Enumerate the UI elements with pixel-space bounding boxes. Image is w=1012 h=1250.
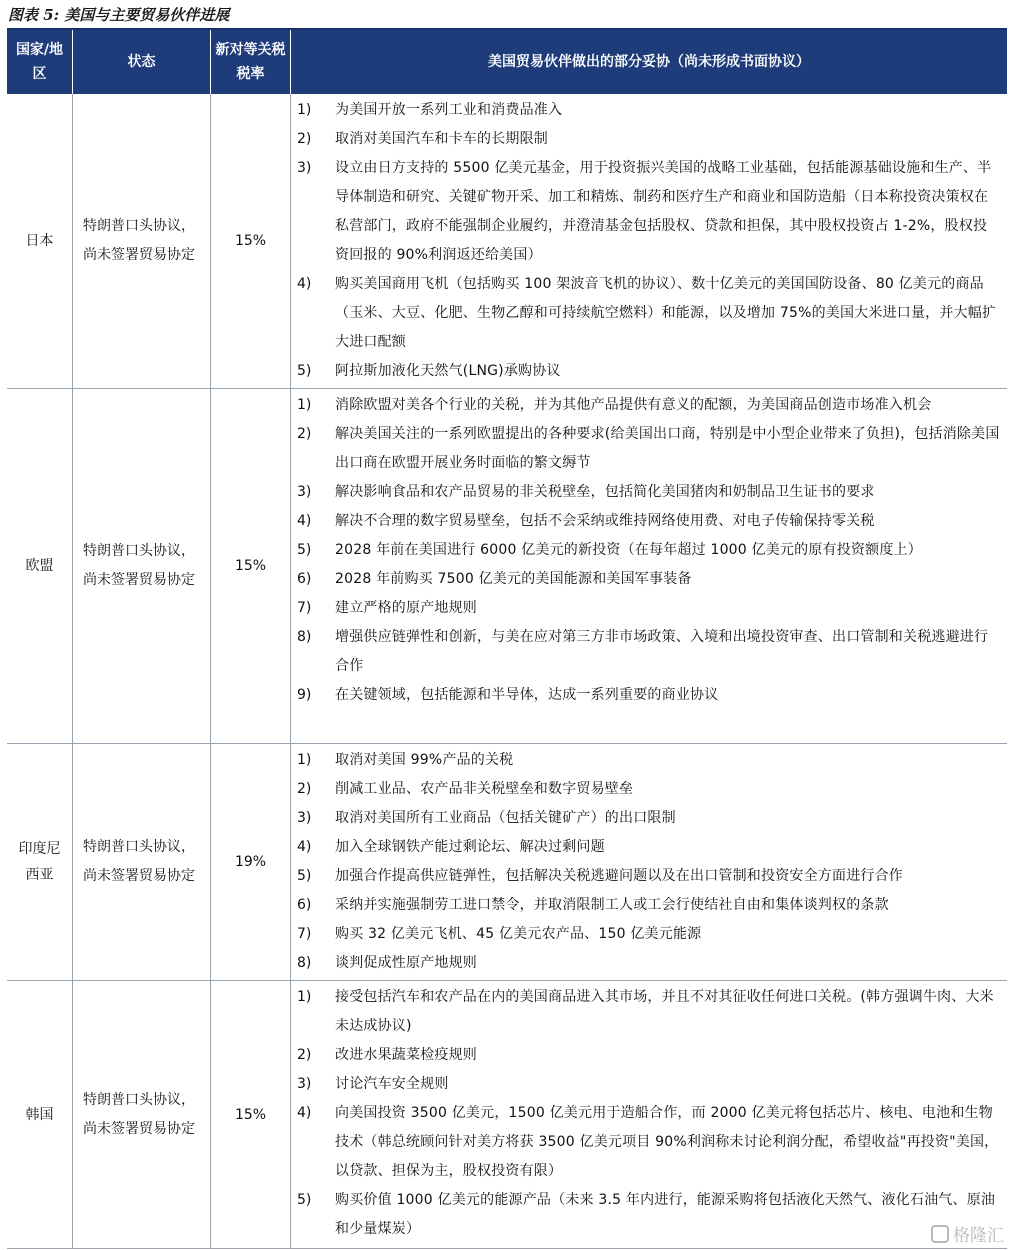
commitments-cell <box>291 389 1007 743</box>
list-item-number: 2) <box>297 131 312 147</box>
list-item <box>291 96 1001 125</box>
list-item-number: 3) <box>297 160 312 176</box>
country-cell: 欧盟 <box>7 389 73 743</box>
list-item-text: 在关键领域，包括能源和半导体，达成一系列重要的商业协议 <box>335 687 719 703</box>
header-country: 国家/地区 <box>7 30 73 94</box>
list-item-number: 4) <box>297 513 312 529</box>
list-item-number: 5) <box>297 363 312 379</box>
list-item <box>291 125 1001 154</box>
list-item-text: 加入全球钢铁产能过剩论坛、解决过剩问题 <box>335 839 605 855</box>
header-commitments: 美国贸易伙伴做出的部分妥协（尚未形成书面协议） <box>488 54 810 70</box>
list-item <box>291 594 1001 623</box>
list-item <box>291 623 1001 681</box>
list-item-text: 为美国开放一系列工业和消费品准入 <box>335 102 563 118</box>
rate-cell: 15% <box>211 389 291 743</box>
list-item <box>291 536 1001 565</box>
list-item <box>291 775 1001 804</box>
status-cell: 特朗普口头协议，尚未签署贸易协定 <box>73 94 211 388</box>
rate-cell: 19% <box>211 744 291 980</box>
status-cell: 特朗普口头协议，尚未签署贸易协定 <box>73 744 211 980</box>
table-header <box>7 28 1007 94</box>
table-body <box>7 94 1007 1249</box>
list-item <box>291 920 1001 949</box>
watermark <box>931 1221 1004 1246</box>
list-item-text: 削减工业品、农产品非关税壁垒和数字贸易壁垒 <box>335 781 634 797</box>
list-item <box>291 420 1001 478</box>
country-cell: 日本 <box>7 94 73 388</box>
list-item-number: 2) <box>297 781 312 797</box>
table-row <box>7 981 1007 1249</box>
commitments-cell <box>291 744 1007 980</box>
rate-cell: 15% <box>211 94 291 388</box>
list-item-number: 5) <box>297 868 312 884</box>
status-cell: 特朗普口头协议，尚未签署贸易协定 <box>73 389 211 743</box>
list-item <box>291 391 1001 420</box>
list-item-number: 6) <box>297 897 312 913</box>
list-item <box>291 1099 1001 1186</box>
list-item-text: 购买价值 1000 亿美元的能源产品（未来 3.5 年内进行，能源采购将包括液化天然气、液化石油气、原油和少量煤炭） <box>335 1192 996 1237</box>
list-item-text: 改进水果蔬菜检疫规则 <box>335 1047 477 1063</box>
country-cell: 韩国 <box>7 981 73 1248</box>
list-item <box>291 357 1001 386</box>
table-row <box>7 744 1007 981</box>
list-item <box>291 478 1001 507</box>
list-item-text: 设立由日方支持的 5500 亿美元基金，用于投资振兴美国的战略工业基础，包括能源基础设施和生产、半导体制造和研究、关键矿物开采、加工和精炼、制药和医疗生产和商业和国防造船（日本称投资决策权在私营部门，政府不能强制企业履约，并澄清基金包括股权、贷款和担保，其中股权投资占 1-2%，股权投资回报的 90%利润返还给美国） <box>335 160 992 263</box>
list-item <box>291 1186 1001 1244</box>
list-item-number: 4) <box>297 839 312 855</box>
list-item-number: 4) <box>297 276 312 292</box>
list-item <box>291 270 1001 357</box>
list-item-number: 1) <box>297 397 312 413</box>
status-cell: 特朗普口头协议，尚未签署贸易协定 <box>73 981 211 1248</box>
list-item-text: 讨论汽车安全规则 <box>335 1076 449 1092</box>
list-item-number: 1) <box>297 989 312 1005</box>
list-item-number: 2) <box>297 1047 312 1063</box>
watermark-logo-icon <box>931 1225 949 1243</box>
list-item <box>291 507 1001 536</box>
list-item-number: 5) <box>297 542 312 558</box>
list-item-text: 取消对美国 99%产品的关税 <box>335 752 514 768</box>
list-item-number: 2) <box>297 426 312 442</box>
list-item-number: 8) <box>297 955 312 971</box>
table-row <box>7 94 1007 389</box>
header-status: 状态 <box>73 30 211 94</box>
list-item-number: 3) <box>297 484 312 500</box>
list-item <box>291 681 1001 710</box>
list-item-text: 2028 年前在美国进行 6000 亿美元的新投资（在每年超过 1000 亿美元的原有投资额度上） <box>335 542 922 558</box>
list-item-text: 向美国投资 3500 亿美元，1500 亿美元用于造船合作，而 2000 亿美元将包括芯片、核电、电池和生物技术（韩总统顾问针对美方将获 3500 亿美元项目 90%利润称未讨论利润分配，希望收益"再投资"美国，以贷款、担保为主，股权投资有限） <box>335 1105 999 1179</box>
list-item-text: 购买美国商用飞机（包括购买 100 架波音飞机的协议）、数十亿美元的美国国防设备、80 亿美元的商品（玉米、大豆、化肥、生物乙醇和可持续航空燃料）和能源，以及增加 75%的美国大米进口量，并大幅扩大进口配额 <box>335 276 997 350</box>
list-item <box>291 746 1001 775</box>
country-cell: 印度尼西亚 <box>7 744 73 980</box>
header-rate: 新对等关税税率 <box>211 30 291 94</box>
list-item-text: 解决美国关注的一系列欧盟提出的各种要求(给美国出口商，特别是中小型企业带来了负担)，包括消除美国出口商在欧盟开展业务时面临的繁文缛节 <box>335 426 1000 471</box>
list-item <box>291 804 1001 833</box>
list-item-number: 9) <box>297 687 312 703</box>
table-row <box>7 389 1007 744</box>
list-item-text: 增强供应链弹性和创新，与美在应对第三方非市场政策、入境和出境投资审查、出口管制和关税逃避进行合作 <box>335 629 989 674</box>
list-item-text: 阿拉斯加液化天然气(LNG)承购协议 <box>335 363 561 379</box>
rate-cell: 15% <box>211 981 291 1248</box>
list-item-text: 购买 32 亿美元飞机、45 亿美元农产品、150 亿美元能源 <box>335 926 702 942</box>
list-item-number: 5) <box>297 1192 312 1208</box>
list-item-text: 取消对美国所有工业商品（包括关键矿产）的出口限制 <box>335 810 676 826</box>
list-item-text: 建立严格的原产地规则 <box>335 600 477 616</box>
list-item-text: 取消对美国汽车和卡车的长期限制 <box>335 131 548 147</box>
list-item-number: 3) <box>297 810 312 826</box>
list-item <box>291 154 1001 270</box>
list-item <box>291 891 1001 920</box>
list-item-number: 1) <box>297 752 312 768</box>
list-item-text: 接受包括汽车和农产品在内的美国商品进入其市场，并且不对其征收任何进口关税。(韩方强调牛肉、大米未达成协议) <box>335 989 994 1034</box>
list-item-number: 8) <box>297 629 312 645</box>
list-item-number: 7) <box>297 926 312 942</box>
list-item <box>291 1041 1001 1070</box>
commitments-cell <box>291 981 1007 1248</box>
list-item-text: 解决不合理的数字贸易壁垒，包括不会采纳或维持网络使用费、对电子传输保持零关税 <box>335 513 875 529</box>
list-item-text: 加强合作提高供应链弹性，包括解决关税逃避问题以及在出口管制和投资安全方面进行合作 <box>335 868 903 884</box>
list-item-number: 3) <box>297 1076 312 1092</box>
list-item <box>291 565 1001 594</box>
list-item-text: 谈判促成性原产地规则 <box>335 955 477 971</box>
list-item <box>291 862 1001 891</box>
list-item <box>291 949 1001 978</box>
list-item <box>291 833 1001 862</box>
figure-title: 图表 5: 美国与主要贸易伙伴进展 <box>8 6 230 24</box>
list-item <box>291 983 1001 1041</box>
list-item-number: 6) <box>297 571 312 587</box>
list-item-text: 采纳并实施强制劳工进口禁令，并取消限制工人或工会行使结社自由和集体谈判权的条款 <box>335 897 889 913</box>
list-item-number: 1) <box>297 102 312 118</box>
list-item-text: 2028 年前购买 7500 亿美元的美国能源和美国军事装备 <box>335 571 692 587</box>
watermark-text: 格隆汇 <box>953 1226 1004 1246</box>
list-item <box>291 1070 1001 1099</box>
list-item-number: 7) <box>297 600 312 616</box>
list-item-text: 解决影响食品和农产品贸易的非关税壁垒，包括简化美国猪肉和奶制品卫生证书的要求 <box>335 484 875 500</box>
commitments-cell <box>291 94 1007 388</box>
list-item-text: 消除欧盟对美各个行业的关税，并为其他产品提供有意义的配额，为美国商品创造市场准入机会 <box>335 397 932 413</box>
list-item-number: 4) <box>297 1105 312 1121</box>
